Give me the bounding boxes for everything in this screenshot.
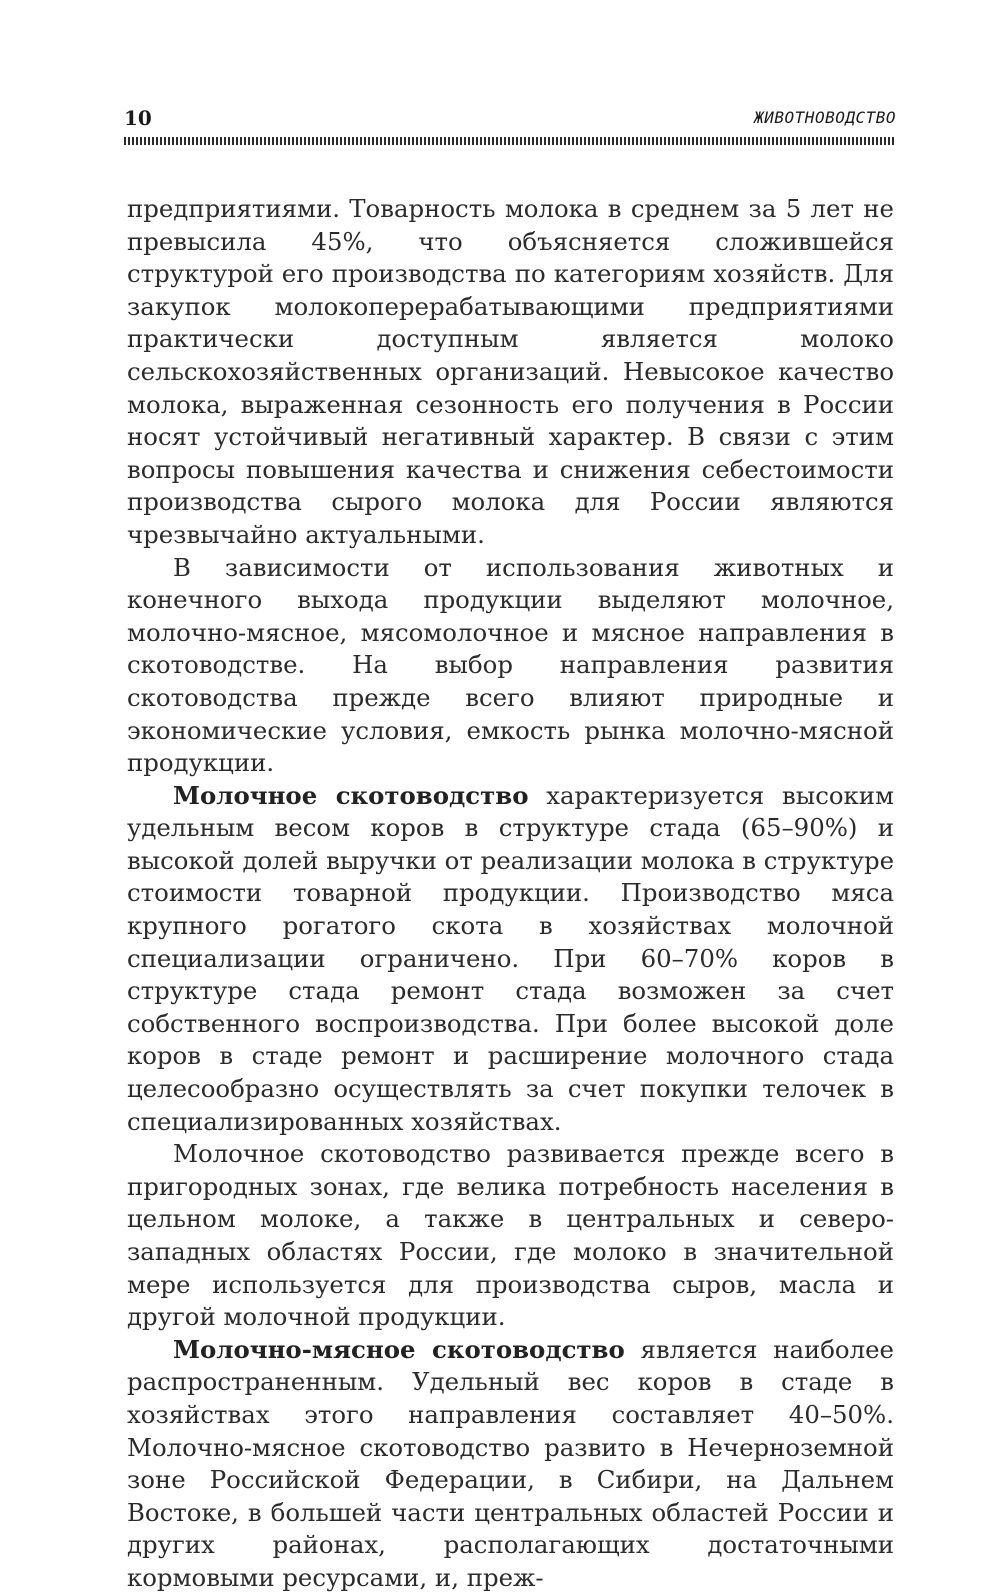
paragraph	[127, 780, 894, 1139]
body-text	[127, 193, 894, 1595]
paragraph-text: В зависимости от использования животных и конечного выхода продукции выделяют молочное, молочно-мясное, мясомолочное и мясное направления в скотоводстве. На выбор направления развития скотоводства прежде всего влияют природные и экономические условия, емкость рынка молочно-мясной продукции.	[127, 552, 894, 778]
paragraph-text: характеризуется высоким удельным весом коров в структуре стада (65–90%) и высокой долей выручки от реализации молока в структуре стоимости товарной продукции. Производство мяса крупного рогатого скота в хозяйствах молочной специализации ограничено. При 60–70% коров в структуре стада ремонт стада возможен за счет собственного воспроизводства. При более высокой доле коров в стаде ремонт и расширение молочного стада целесообразно осуществлять за счет покупки телочек в специализированных хозяйствах.	[127, 780, 895, 1136]
term-bold: Молочно-мясное скотоводство	[173, 1334, 625, 1364]
paragraph	[127, 1334, 894, 1595]
paragraph-text: является наиболее распространенным. Удельный вес коров в стаде в хозяйствах этого направления составляет 40–50%. Молочно-мясное скотоводство развито в Нечерноземной зоне Российской Федерации, в Сибири, на Дальнем Востоке, в большей части центральных областей России и других районах, располагающих достаточными кормовыми ресурсами, и, преж-	[127, 1334, 894, 1592]
paragraph	[127, 552, 894, 780]
running-head: ЖИВОТНОВОДСТВО	[754, 108, 896, 127]
term-bold: Молочное скотоводство	[173, 780, 529, 810]
page-number: 10	[124, 106, 152, 130]
paragraph-text: предприятиями. Товарность молока в среднем за 5 лет не превысила 45%, что объясняется сложившейся структурой его производства по категориям хозяйств. Для закупок молокоперерабатывающими предприятиями практически доступным является молоко сельскохозяйственных организаций. Невысокое качество молока, выраженная сезонность его получения в России носят устойчивый негативный характер. В связи с этим вопросы повышения качества и снижения себестоимости производства сырого молока для России являются чрезвычайно актуальными.	[127, 194, 894, 549]
header-rule	[124, 137, 896, 145]
paragraph	[127, 193, 894, 552]
paragraph-text: Молочное скотоводство развивается прежде всего в пригородных зонах, где велика потребность населения в цельном молоке, а также в центральных и северо-западных областях России, где молоко в значительной мере используется для производства сыров, масла и другой молочной продукции.	[127, 1139, 894, 1332]
paragraph	[127, 1138, 894, 1334]
page-header	[124, 103, 896, 133]
